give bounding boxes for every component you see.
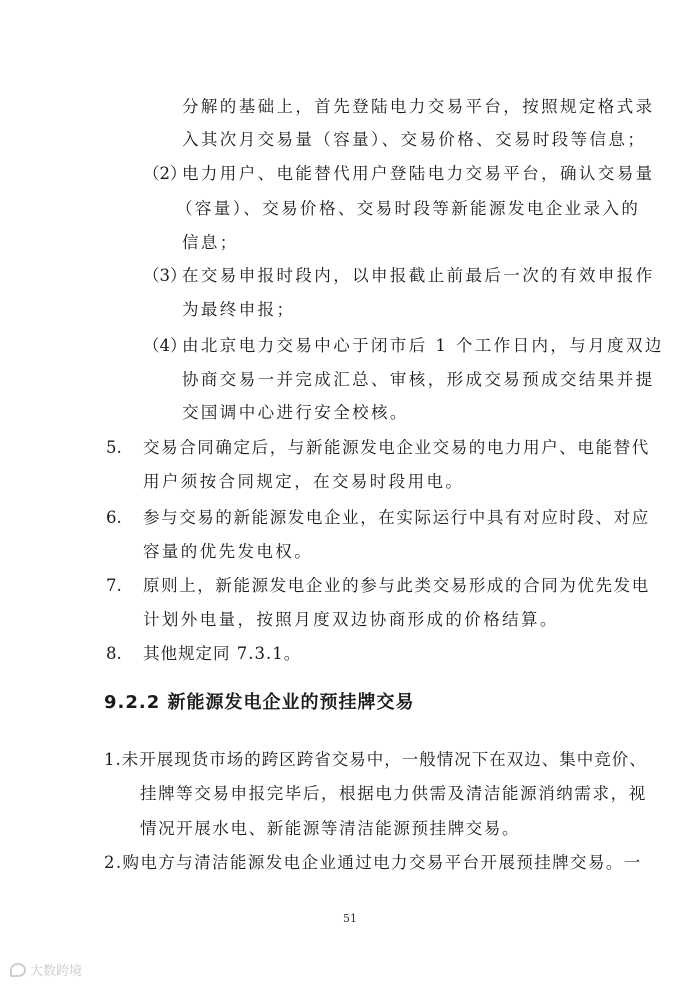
text-line: 交易合同确定后，与新能源发电企业交易的电力用户、电能替代 <box>143 438 650 457</box>
watermark <box>10 960 82 979</box>
text-line: 容量的优先发电权。 <box>143 542 314 561</box>
text-line: 1.未开展现货市场的跨区跨省交易中，一般情况下在双边、集中竞价、 <box>104 750 647 769</box>
text-line: 用户须按合同规定，在交易时段用电。 <box>143 472 465 491</box>
text-line: 参与交易的新能源发电企业，在实际运行中具有对应时段、对应 <box>143 508 650 527</box>
list-item-number: 7. <box>106 576 122 595</box>
watermark-logo-icon <box>10 963 26 977</box>
text-line: 电力用户、电能替代用户登陆电力交易平台，确认交易量 <box>182 164 655 183</box>
text-line: 分解的基础上，首先登陆电力交易平台，按照规定格式录 <box>182 97 655 116</box>
text-line: 为最终申报； <box>182 300 296 319</box>
text-line: 2.购电方与清洁能源发电企业通过电力交易平台开展预挂牌交易。一 <box>104 853 642 872</box>
list-item-number: 8. <box>106 644 122 663</box>
text-line: 挂牌等交易申报完毕后，根据电力供需及清洁能源消纳需求，视 <box>140 784 647 803</box>
text-line: （容量）、交易价格、交易时段等新能源发电企业录入的 <box>176 199 641 218</box>
text-line: 计划外电量，按照月度双边协商形成的价格结算。 <box>143 610 559 629</box>
text-line: 其他规定同 7.3.1。 <box>143 644 302 663</box>
sub-item-label: （4） <box>143 336 187 355</box>
text-line: 入其次月交易量（容量）、交易价格、交易时段等信息； <box>182 130 647 149</box>
watermark-text: 大数跨境 <box>30 964 83 979</box>
list-item-number: 5. <box>106 438 122 457</box>
text-line: 由北京电力交易中心于闭市后 1 个工作日内，与月度双边 <box>182 336 664 355</box>
sub-item-label: （2） <box>143 164 187 183</box>
text-line: 原则上，新能源发电企业的参与此类交易形成的合同为优先发电 <box>143 576 650 595</box>
list-item-number: 6. <box>106 508 122 527</box>
text-line: 在交易申报时段内，以申报截止前最后一次的有效申报作 <box>182 266 655 285</box>
text-line: 交国调中心进行安全校核。 <box>182 403 409 422</box>
page-number: 51 <box>343 912 357 925</box>
text-line: 情况开展水电、新能源等清洁能源预挂牌交易。 <box>140 819 521 838</box>
sub-item-label: （3） <box>143 266 187 285</box>
text-line: 信息； <box>182 233 239 252</box>
section-heading: 9.2.2 新能源发电企业的预挂牌交易 <box>104 692 415 713</box>
text-line: 协商交易一并完成汇总、审核，形成交易预成交结果并提 <box>182 370 655 389</box>
